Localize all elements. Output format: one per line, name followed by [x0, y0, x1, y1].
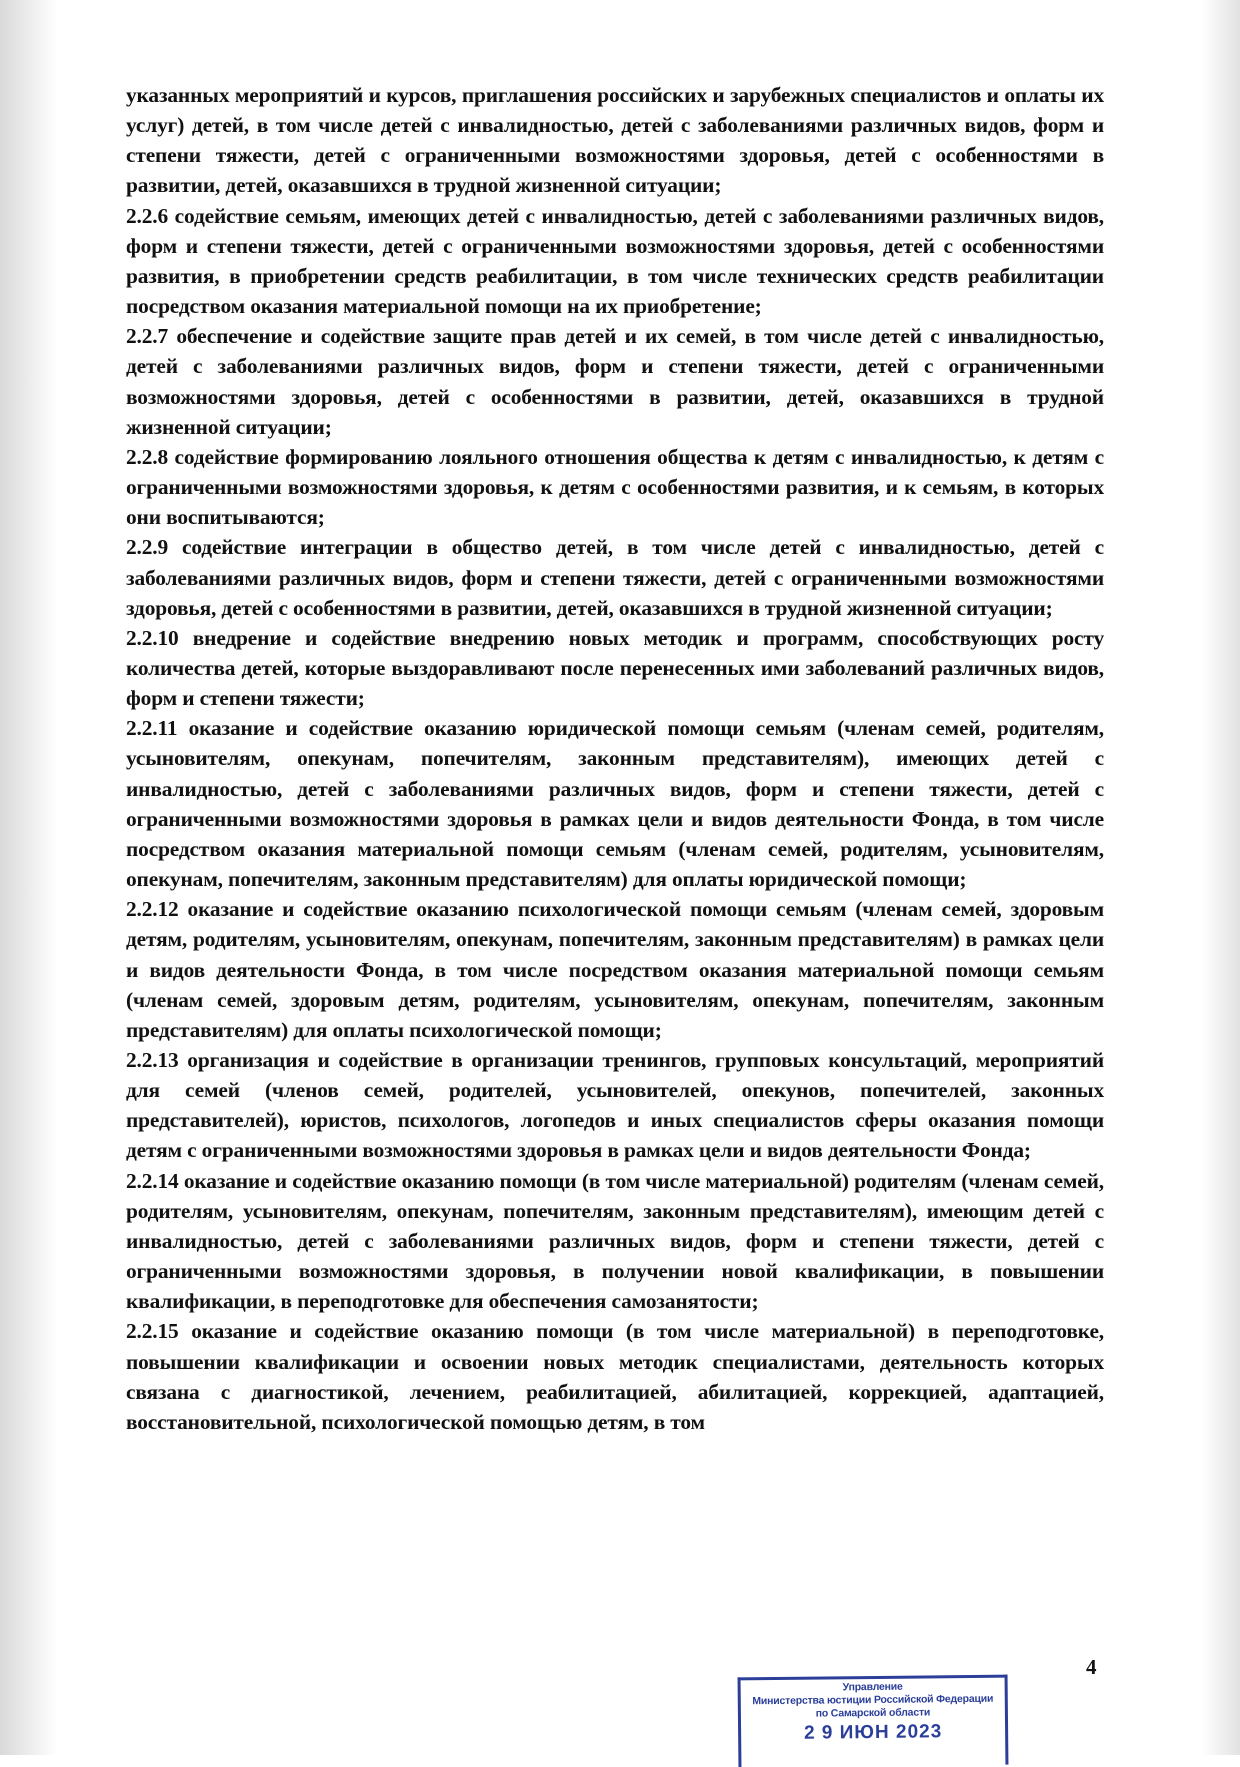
paragraph-2-2-13: 2.2.13 организация и содействие в организации тренингов, групповых консультаций, мероприятий для семей (членов семей, родителей, усыновителей, опекунов, попечителей, законных представителей), юристов, психологов, логопедов и иных специалистов сферы оказания помощи детям с ограниченными возможностями здоровья в рамках цели и видов деятельности Фонда; [126, 1048, 1104, 1163]
paragraph-2-2-15: 2.2.15 оказание и содействие оказанию помощи (в том числе материальной) в переподготовке, повышении квалификации и освоении новых методик специалистами, деятельность которых связана с диагностикой, лечением, реабилитацией, абилитацией, коррекцией, адаптацией, восстановительной, психологической помощью детям, в том [126, 1319, 1104, 1434]
page-number: 4 [1086, 1655, 1097, 1679]
paragraph-2-2-12: 2.2.12 оказание и содействие оказанию психологической помощи семьям (членам семей, здоровым детям, родителям, усыновителям, опекунам, попечителям, законным представителям) в рамках цели и видов деятельности Фонда, в том числе посредством оказания материальной помощи семьям (членам семей, здоровым детям, родителям, усыновителям, опекунам, попечителям, законным представителям) для оплаты психологической помощи; [126, 897, 1104, 1042]
paragraph-continuation: указанных мероприятий и курсов, приглашения российских и зарубежных специалистов и оплаты их услуг) детей, в том числе детей с инвалидностью, детей с заболеваниями различных видов, форм и степени тяжести, детей с ограниченными возможностями здоровья, детей с особенностями в развитии, детей, оказавшихся в трудной жизненной ситуации; [126, 83, 1104, 198]
stamp-line-3: по Самарской области [815, 1706, 931, 1720]
stamp-line-2: Министерства юстиции Российской Федерации [752, 1692, 994, 1708]
stamp-date: 2 9 ИЮН 2023 [803, 1721, 943, 1744]
paragraph-2-2-7: 2.2.7 обеспечение и содействие защите прав детей и их семей, в том числе детей с инвалидностью, детей с заболеваниями различных видов, форм и степени тяжести, детей с ограниченными возможностями здоровья, детей с особенностями в развитии, детей, оказавшихся в трудной жизненной ситуации; [126, 324, 1104, 439]
paragraph-2-2-9: 2.2.9 содействие интеграции в общество детей, в том числе детей с инвалидностью, детей с заболеваниями различных видов, форм и степени тяжести, детей с ограниченными возможностями здоровья, детей с особенностями в развитии, детей, оказавшихся в трудной жизненной ситуации; [126, 535, 1104, 620]
paragraph-2-2-11: 2.2.11 оказание и содействие оказанию юридической помощи семьям (членам семей, родителям, усыновителям, опекунам, попечителям, законным представителям), имеющих детей с инвалидностью, детей с заболеваниями различных видов, форм и степени тяжести, детей с ограниченными возможностями здоровья в рамках цели и видов деятельности Фонда, в том числе посредством оказания материальной помощи семьям (членам семей, родителям, усыновителям, опекунам, попечителям, законным представителям) для оплаты юридической помощи; [126, 716, 1104, 892]
document-body [126, 80, 1104, 1437]
paragraph-2-2-14: 2.2.14 оказание и содействие оказанию помощи (в том числе материальной) родителям (членам семей, родителям, усыновителям, опекунам, попечителям, законным представителям), имеющим детей с инвалидностью, детей с заболеваниями различных видов, форм и степени тяжести, детей с ограниченными возможностями здоровья, в получении новой квалификации, в повышении квалификации, в переподготовке для обеспечения самозанятости; [126, 1168, 1104, 1314]
registration-stamp [738, 1675, 1009, 1767]
paragraph-2-2-10: 2.2.10 внедрение и содействие внедрению новых методик и программ, способствующих росту количества детей, которые выздоравливают после перенесенных ими заболеваний различных видов, форм и степени тяжести; [126, 625, 1104, 711]
paragraph-2-2-6: 2.2.6 содействие семьям, имеющих детей с инвалидностью, детей с заболеваниями различных видов, форм и степени тяжести, детей с ограниченными возможностями здоровья, детей с особенностями развития, в приобретении средств реабилитации, в том числе технических средств реабилитации посредством оказания материальной помощи на их приобретение; [126, 203, 1104, 319]
scan-shadow-right [1202, 0, 1240, 1755]
stamp-line-1: Управление [842, 1680, 903, 1694]
scan-shadow-left [0, 0, 58, 1755]
paragraph-2-2-8: 2.2.8 содействие формированию лояльного отношения общества к детям с инвалидностью, к детям с ограниченными возможностями здоровья, к детям с особенностями развития, и к семьям, в которых они воспитываются; [126, 444, 1104, 530]
